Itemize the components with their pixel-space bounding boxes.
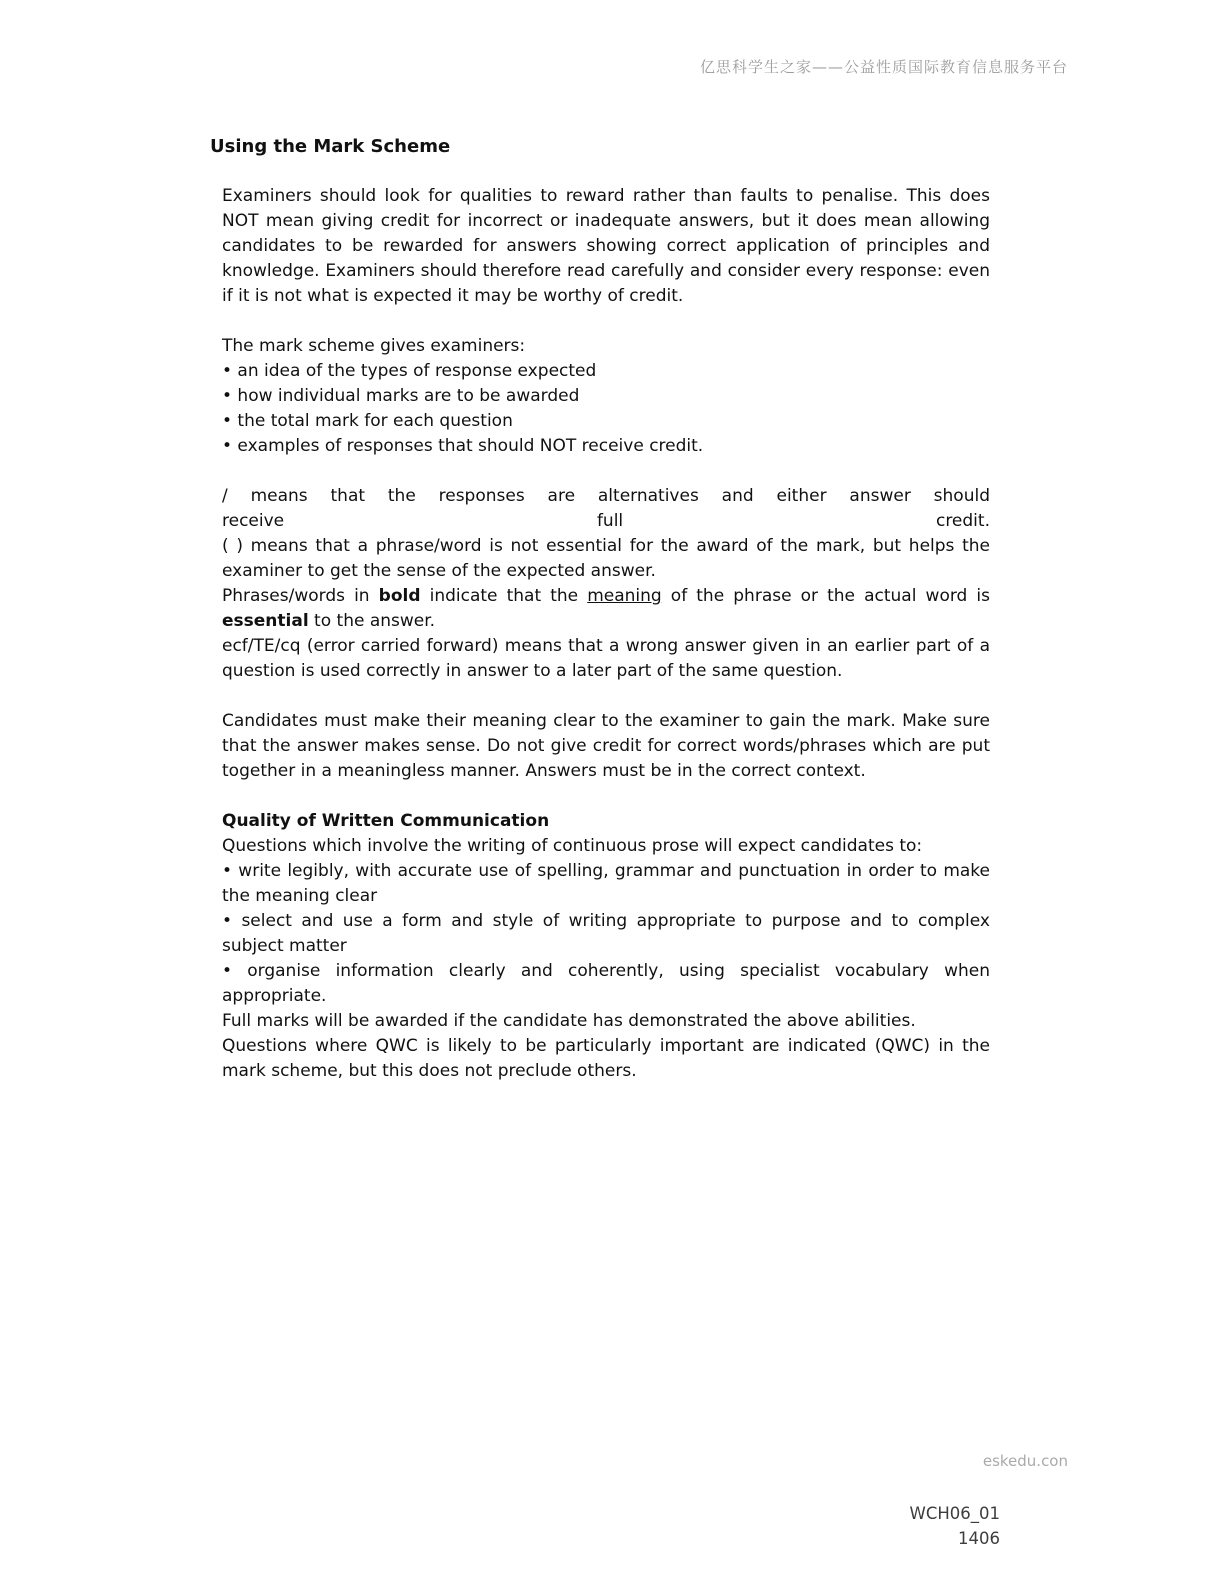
document-number: 1406 — [958, 1529, 1000, 1548]
qwc-intro: Questions which involve the writing of continuous prose will expect candidates to: — [222, 836, 923, 856]
bold-text: bold — [378, 586, 421, 606]
list-item: credit. — [935, 511, 990, 531]
list-item: • write legibly, with accurate use of spelling, grammar and punctuation in order to make the meaning clear — [222, 861, 990, 906]
document-content — [210, 134, 990, 1084]
qwc-heading: Quality of Written Communication — [222, 811, 550, 831]
paragraph-candidates: Candidates must make their meaning clear to the examiner to gain the mark. Make sure that the answer makes sense. Do not give credit for correct words/phrases which are put together in a meaningless manner. Answers must be in the correct context. — [222, 711, 990, 781]
mark-scheme-intro: The mark scheme gives examiners: — [222, 336, 526, 356]
list-item: • organise information clearly and coherently, using specialist vocabulary when appropriate. — [222, 961, 990, 1006]
notation-slash-continuation — [222, 509, 990, 534]
list-item: • an idea of the types of response expected — [222, 361, 597, 381]
list-item: • the total mark for each question — [222, 411, 513, 431]
qwc-bullet-list — [222, 859, 990, 1009]
text-segment: of the phrase or the actual word is — [661, 586, 990, 606]
notation-phrases-bold — [222, 584, 990, 634]
qwc-section — [222, 809, 990, 1084]
bold-text: essential — [222, 611, 309, 631]
document-code: WCH06_01 — [909, 1504, 1000, 1523]
footer-document-id — [910, 1501, 1000, 1551]
mark-scheme-bullet-list — [222, 359, 990, 459]
underlined-text: meaning — [587, 586, 662, 606]
mark-scheme-section — [222, 334, 990, 459]
list-item: full — [596, 511, 624, 531]
list-item: • select and use a form and style of writing appropriate to purpose and to complex subject matter — [222, 911, 990, 956]
list-item: • examples of responses that should NOT receive credit. — [222, 436, 704, 456]
notation-parentheses: ( ) means that a phrase/word is not essential for the award of the mark, but helps the examiner to get the sense of the expected answer. — [222, 536, 990, 581]
list-item: receive — [222, 511, 285, 531]
notation-ecf: ecf/TE/cq (error carried forward) means that a wrong answer given in an earlier part of a question is used correctly in answer to a later part of the same question. — [222, 636, 990, 681]
text-segment: to the answer. — [308, 611, 436, 631]
header-watermark: 亿思科学生之家——公益性质国际教育信息服务平台 — [699, 58, 1068, 76]
notation-section — [222, 484, 990, 684]
text-segment: Phrases/words in — [222, 586, 379, 606]
text-segment: indicate that the — [420, 586, 588, 606]
qwc-note: Questions where QWC is likely to be particularly important are indicated (QWC) in the mark scheme, but this does not preclude others. — [222, 1036, 990, 1081]
paragraph-examiners: Examiners should look for qualities to reward rather than faults to penalise. This does NOT mean giving credit for incorrect or inadequate answers, but it does mean allowing candidates to be rewarded for answers showing correct application of principles and knowledge. Examiners should therefore read carefully and consider every response: even if it is not what is expected it may be worthy of credit. — [222, 186, 990, 306]
notation-slash-line: / means that the responses are alternatives and either answer should — [222, 486, 990, 506]
qwc-full-marks: Full marks will be awarded if the candidate has demonstrated the above abilities. — [222, 1011, 916, 1031]
page-title: Using the Mark Scheme — [210, 136, 451, 157]
list-item: • how individual marks are to be awarded — [222, 386, 580, 406]
footer-watermark: eskedu.con — [982, 1452, 1068, 1470]
